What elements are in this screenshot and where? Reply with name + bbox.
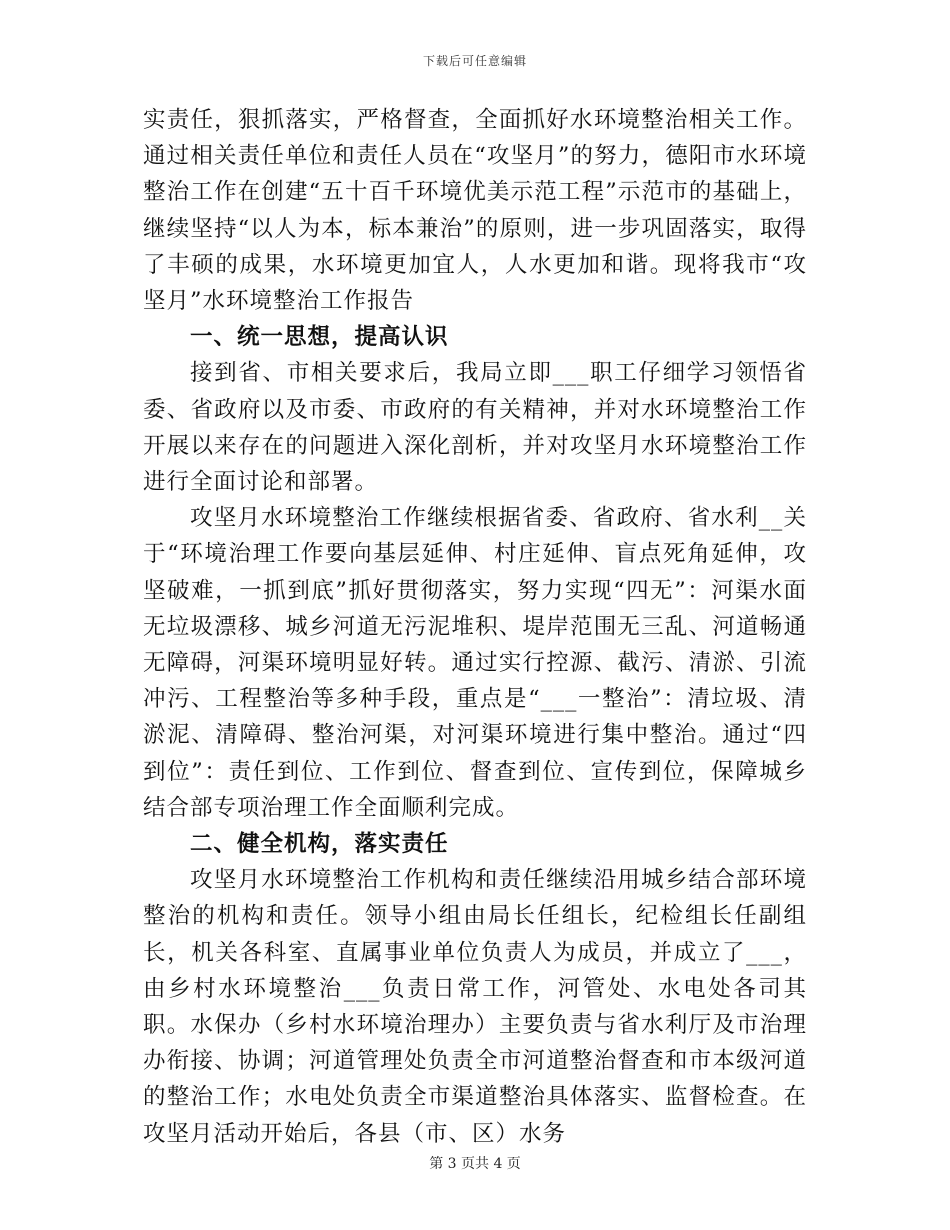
section-heading-1: 一、统一思想，提高认识 xyxy=(190,324,449,351)
paragraph-continuation: 实责任，狠抓落实，严格督查，全面抓好水环境整治相关工作。通过相关责任单位和责任人员在“攻坚月”的努力，德阳市水环境整治工作在创建“五十百千环境优美示范工程”示范市的基础上，继续坚持“以人为本，标本兼治”的原则，进一步巩固落实，取得了丰硕的成果，水环境更加宜人，人水更加和谐。现将我市“攻坚月”水环境整治工作报告 xyxy=(143,107,807,315)
page-header: 下载后可任意编辑 xyxy=(422,54,527,68)
section-heading-2: 二、健全机构，落实责任 xyxy=(190,831,449,858)
document-body xyxy=(143,102,807,1152)
paragraph-4: 攻坚月水环境整治工作机构和责任继续沿用城乡结合部环境整治的机构和责任。领导小组由局长任组长，纪检组长任副组长，机关各科室、直属事业单位负责人为成员，并成立了___，由乡村水环境整治___负责日常工作，河管处、水电处各司其职。水保办（乡村水环境治理办）主要负责与省水利厅及市治理办衔接、协调；河道管理处负责全市河道整治督查和市本级河道的整治工作；水电处负责全市渠道整治具体落实、监督检查。在攻坚月活动开始后，各县（市、区）水务 xyxy=(143,867,807,1147)
paragraph-2: 接到省、市相关要求后，我局立即___职工仔细学习领悟省委、省政府以及市委、市政府的有关精神，并对水环境整治工作开展以来存在的问题进入深化剖析，并对攻坚月水环境整治工作进行全面讨论和部署。 xyxy=(143,360,807,496)
paragraph-3: 攻坚月水环境整治工作继续根据省委、省政府、省水利__关于“环境治理工作要向基层延伸、村庄延伸、盲点死角延伸，攻坚破难，一抓到底”抓好贯彻落实，努力实现“四无”：河渠水面无垃圾漂移、城乡河道无污泥堆积、堤岸范围无三乱、河道畅通无障碍，河渠环境明显好转。通过实行控源、截污、清淤、引流冲污、工程整治等多种手段，重点是“___一整治”：清垃圾、清淤泥、清障碍、整治河渠，对河渠环境进行集中整治。通过“四到位”：责任到位、工作到位、督查到位、宣传到位，保障城乡结合部专项治理工作全面顺利完成。 xyxy=(143,505,807,821)
page-footer: 第 3 页共 4 页 xyxy=(429,1156,521,1172)
